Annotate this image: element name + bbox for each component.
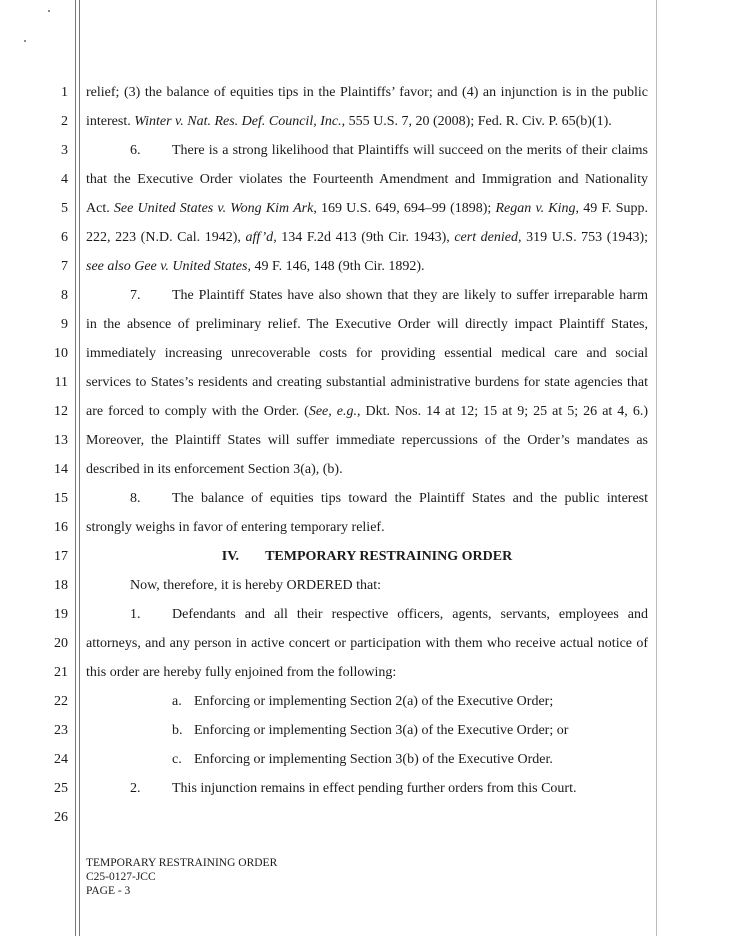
body-line: 222, 223 (N.D. Cal. 1942), aff’d, 134 F.2d 413 (9th Cir. 1943), cert denied, 319 U.S. 753 (1943); [86, 230, 648, 245]
order-1-line: 1. Defendants and all their respective officers, agents, servants, employees and [86, 607, 648, 623]
paragraph-8-line: 8. The balance of equities tips toward the Plaintiff States and the public interest [86, 491, 648, 507]
line-number: 22 [54, 694, 68, 709]
body-line: in the absence of preliminary relief. The Executive Order will directly impact Plaintiff States, [86, 317, 648, 332]
line-number: 5 [61, 201, 68, 216]
line-number: 11 [54, 375, 68, 390]
line-number: 13 [54, 433, 68, 448]
footer-case-number: C25-0127-JCC [86, 871, 156, 883]
list-item: b. Enforcing or implementing Section 3(a) of the Executive Order; or [172, 723, 569, 738]
body-line: are forced to comply with the Order. (See, e.g., Dkt. Nos. 14 at 12; 15 at 9; 25 at 5; 26 at 4, 6.) [86, 404, 648, 419]
body-line: see also Gee v. United States, 49 F. 146, 148 (9th Cir. 1892). [86, 259, 425, 274]
list-item: a. Enforcing or implementing Section 2(a) of the Executive Order; [172, 694, 554, 709]
right-margin-rule [656, 0, 657, 936]
case-citation: Winter v. Nat. Res. Def. Council, Inc. [134, 114, 342, 129]
line-number: 16 [54, 520, 68, 535]
line-number: 24 [54, 752, 68, 767]
paragraph-6-line: 6. There is a strong likelihood that Plaintiffs will succeed on the merits of their claims [86, 143, 648, 159]
case-citation: see also Gee v. United States [86, 259, 248, 274]
body-line: attorneys, and any person in active concert or participation with them who receive actual notice of [86, 636, 648, 651]
line-number: 8 [61, 288, 68, 303]
paragraph-7-line: 7. The Plaintiff States have also shown that they are likely to suffer irreparable harm [86, 288, 648, 304]
case-citation: cert denied [454, 230, 519, 245]
order-number: 1. [130, 607, 141, 622]
line-number: 9 [61, 317, 68, 332]
body-line: described in its enforcement Section 3(a), (b). [86, 462, 343, 477]
line-number: 6 [61, 230, 68, 245]
case-citation: See, e.g. [308, 404, 357, 419]
paragraph-number: 8. [130, 491, 141, 506]
line-number: 26 [54, 810, 68, 825]
left-margin-rule-inner [79, 0, 80, 936]
body-line: strongly weighs in favor of entering temporary relief. [86, 520, 385, 535]
left-margin-rule [75, 0, 76, 936]
order-number: 2. [130, 781, 141, 796]
line-number: 25 [54, 781, 68, 796]
speck-mark [24, 40, 26, 42]
line-number: 20 [54, 636, 68, 651]
list-item: c. Enforcing or implementing Section 3(b) of the Executive Order. [172, 752, 553, 767]
line-number: 3 [61, 143, 68, 158]
footer-title: TEMPORARY RESTRAINING ORDER [86, 857, 278, 869]
paragraph-number: 7. [130, 288, 141, 303]
body-line: interest. Winter v. Nat. Res. Def. Council, Inc., 555 U.S. 7, 20 (2008); Fed. R. Civ. P. 65(b)(1). [86, 114, 612, 129]
line-number: 2 [61, 114, 68, 129]
case-citation: Regan v. King [495, 201, 576, 216]
line-number: 14 [54, 462, 68, 477]
line-number: 21 [54, 665, 68, 680]
order-intro: Now, therefore, it is hereby ORDERED that: [130, 578, 382, 593]
body-line: immediately increasing unrecoverable costs for providing essential medical care and social [86, 346, 648, 361]
footer-page-number: PAGE - 3 [86, 885, 131, 897]
line-number: 17 [54, 549, 68, 564]
body-line: this order are hereby fully enjoined from the following: [86, 665, 397, 680]
section-title: TEMPORARY RESTRAINING ORDER [265, 549, 513, 564]
line-number: 10 [54, 346, 68, 361]
body-line: services to States’s residents and creating substantial administrative burdens for state agencies that [86, 375, 648, 390]
paragraph-number: 6. [130, 143, 141, 158]
line-number: 1 [61, 85, 68, 100]
case-citation: See United States v. Wong Kim Ark [113, 201, 314, 216]
line-number: 4 [61, 172, 68, 187]
body-line: that the Executive Order violates the Fourteenth Amendment and Immigration and Nationality [86, 172, 648, 187]
line-number: 7 [61, 259, 68, 274]
body-line: Act. See United States v. Wong Kim Ark, 169 U.S. 649, 694–99 (1898); Regan v. King, 49 F. Supp. [86, 201, 649, 216]
section-heading [86, 549, 648, 565]
speck-mark [48, 10, 50, 12]
line-number: 23 [54, 723, 68, 738]
line-number: 12 [54, 404, 68, 419]
body-line: relief; (3) the balance of equities tips in the Plaintiffs’ favor; and (4) an injunction is in the public [86, 85, 648, 100]
line-number: 18 [54, 578, 68, 593]
case-citation: aff’d [245, 230, 274, 245]
section-number: IV. [221, 549, 240, 564]
line-number: 15 [54, 491, 68, 506]
line-number: 19 [54, 607, 68, 622]
order-2-line: 2. This injunction remains in effect pending further orders from this Court. [86, 781, 648, 797]
body-line: Moreover, the Plaintiff States will suffer immediate repercussions of the Order’s mandates as [86, 433, 648, 448]
